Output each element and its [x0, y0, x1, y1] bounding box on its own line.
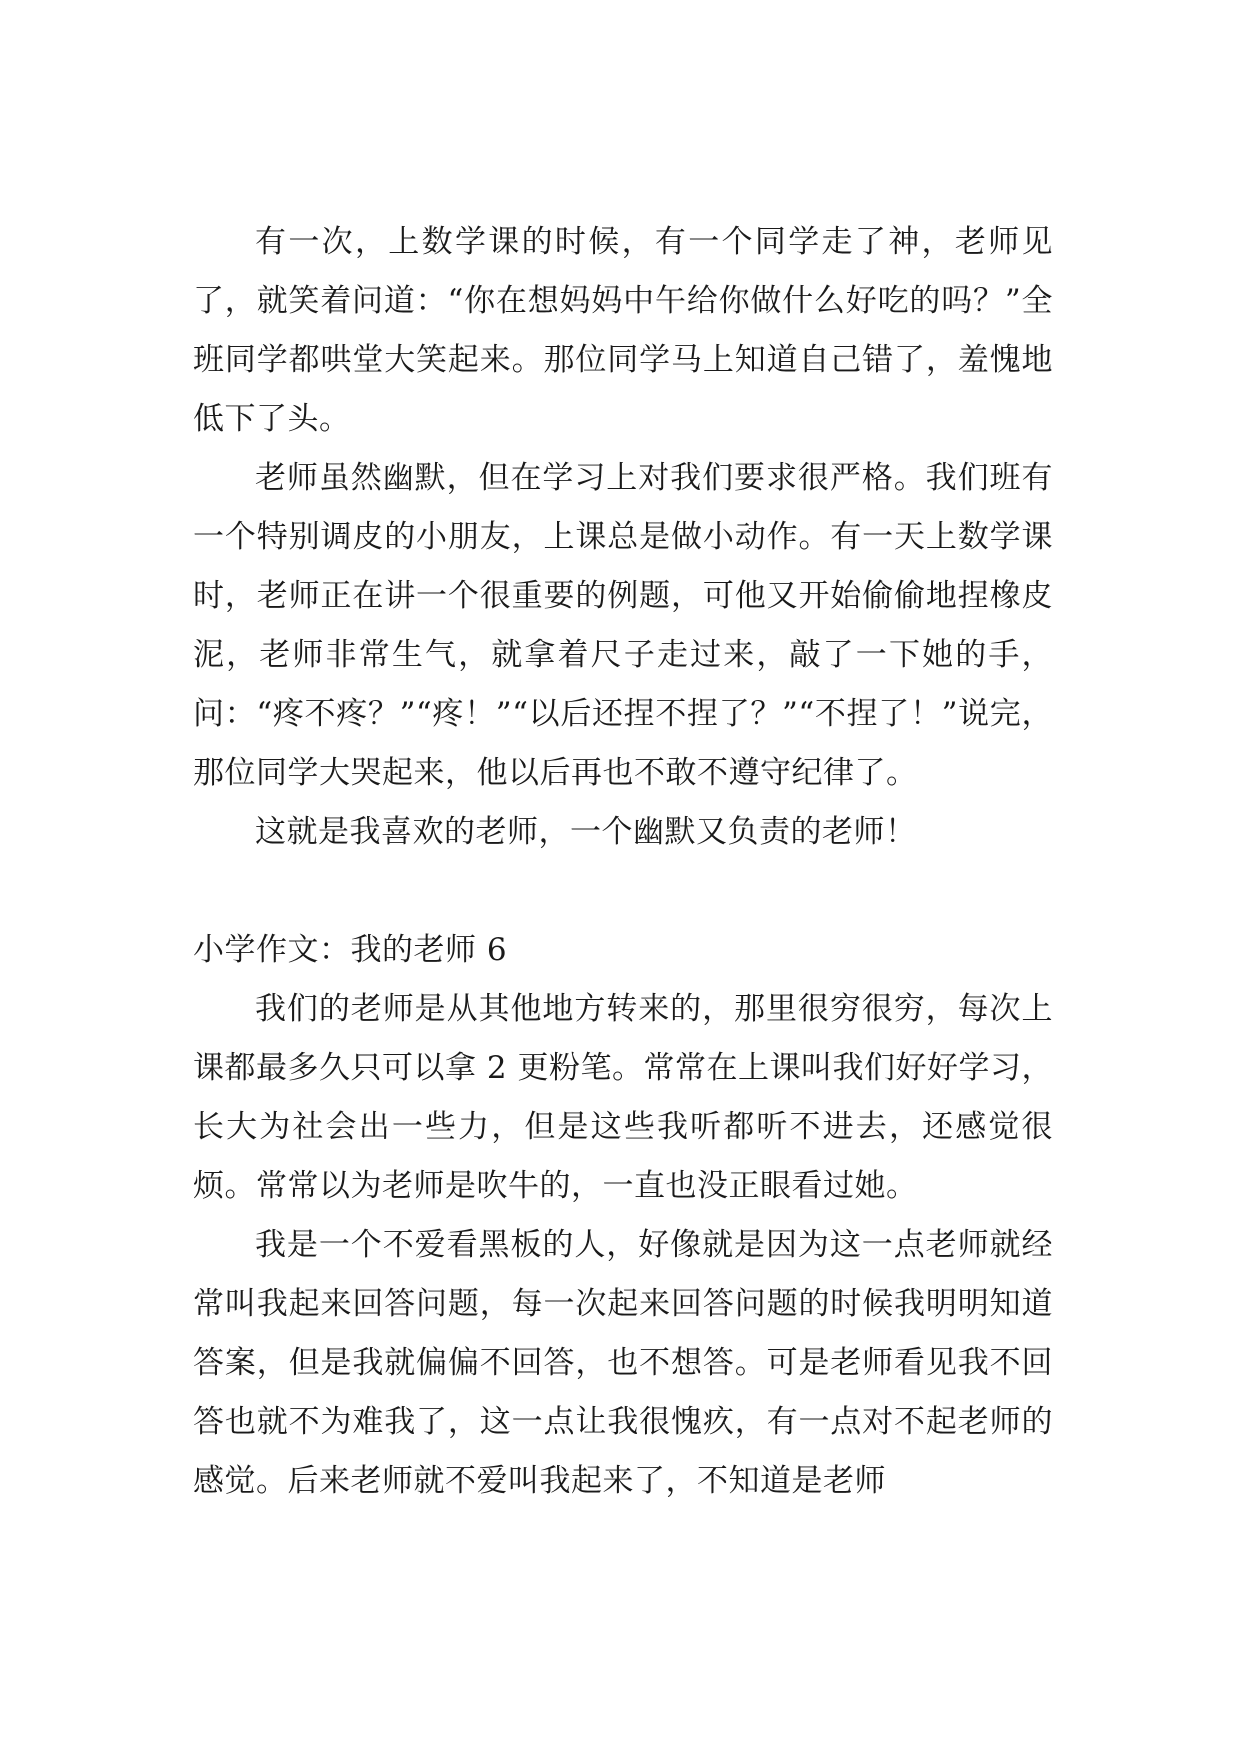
paragraph-conclusion: 这就是我喜欢的老师，一个幽默又负责的老师！ — [255, 814, 917, 850]
paragraph-blackboard: 我是一个不爱看黑板的人，好像就是因为这一点老师就经常叫我起来回答问题，每一次起来回答问题的时候我明明知道答案，但是我就偏偏不回答，也不想答。可是老师看见我不回答也就不为难我了，这一点让我很愧疚，有一点对不起老师的感觉。后来老师就不爱叫我起来了，不知道是老师 — [193, 1227, 1053, 1499]
paragraph-math-class: 有一次，上数学课的时候，有一个同学走了神，老师见了，就笑着问道：“你在想妈妈中午给你做什么好吃的吗？”全班同学都哄堂大笑起来。那位同学马上知道自己错了，羞愧地低下了头。 — [193, 224, 1053, 437]
paragraph-strict-teacher: 老师虽然幽默，但在学习上对我们要求很严格。我们班有一个特别调皮的小朋友，上课总是做小动作。有一天上数学课时，老师正在讲一个很重要的例题，可他又开始偷偷地捏橡皮泥，老师非常生气，就拿着尺子走过来，敲了一下她的手，问：“疼不疼？”“疼！”“以后还捏不捏了？”“不捏了！”说完，那位同学大哭起来，他以后再也不敢不遵守纪律了。 — [193, 460, 1053, 791]
document-body — [193, 213, 1053, 1511]
paragraph-new-teacher: 我们的老师是从其他地方转来的，那里很穷很穷，每次上课都最多久只可以拿 2 更粉笔。常常在上课叫我们好好学习，长大为社会出一些力，但是这些我听都听不进去，还感觉很烦。常常以为老师是吹牛的，一直也没正眼看过她。 — [193, 991, 1053, 1204]
section-heading: 小学作文：我的老师 6 — [193, 932, 508, 968]
section-gap — [193, 862, 1053, 921]
